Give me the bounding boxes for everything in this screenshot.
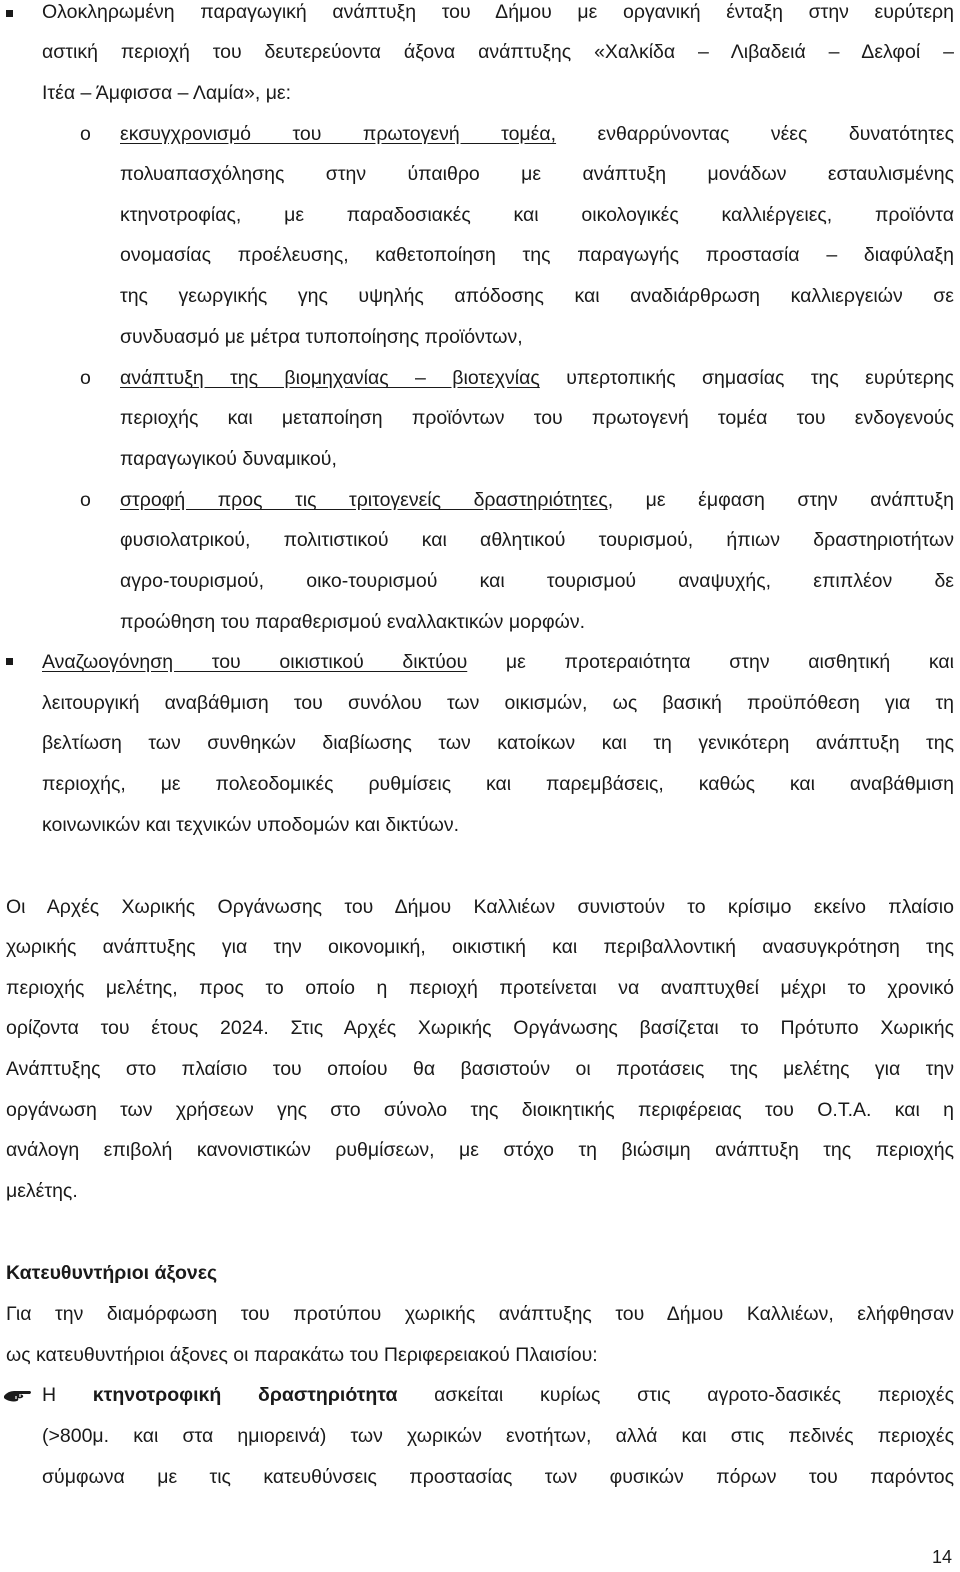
- text-line: σύμφωνα με τις κατευθύνσεις προστασίας των φυσικών πόρων του παρόντος: [42, 1466, 954, 1488]
- text-line: κοινωνικών και τεχνικών υποδομών και δικτύων.: [42, 814, 460, 836]
- text-line: (>800μ. και στα ημιορεινά) των χωρικών ενοτήτων, αλλά και στις πεδινές περιοχές: [42, 1425, 954, 1447]
- text-line: Αναζωογόνηση του οικιστικού δικτύου με προτεραιότητα στην αισθητική και: [42, 651, 954, 673]
- text-line: αστική περιοχή του δευτερεύοντα άξονα ανάπτυξης «Χαλκίδα – Λιβαδειά – Δελφοί –: [42, 41, 954, 63]
- text-line: οργάνωση των χρήσεων γης στο σύνολο της διοικητικής περιφέρειας του Ο.Τ.Α. και η: [6, 1099, 954, 1121]
- text-line: ανάπτυξη της βιομηχανίας – βιοτεχνίας υπερτοπικής σημασίας της ευρύτερης: [120, 367, 954, 389]
- text-line: προώθηση του παραθερισμού εναλλακτικών μορφών.: [120, 611, 586, 633]
- text-line: Η κτηνοτροφική δραστηριότητα ασκείται κυρίως στις αγροτο-δασικές περιοχές: [42, 1384, 954, 1406]
- square-bullet-icon: [6, 658, 13, 665]
- text-line: πολυαπασχόλησης στην ύπαιθρο με ανάπτυξη μονάδων εσταυλισμένης: [120, 163, 954, 185]
- circle-bullet-icon: o: [80, 489, 91, 511]
- text-line: φυσιολατρικού, πολιτιστικού και αθλητικού τουρισμού, ήπιων δραστηριοτήτων: [120, 529, 954, 551]
- text-line: αγρο-τουρισμού, οικο-τουρισμού και τουρισμού αναψυχής, επιπλέον δε: [120, 570, 954, 592]
- section-heading: Κατευθυντήριοι άξονες: [6, 1262, 218, 1284]
- text-line: στροφή προς τις τριτογενείς δραστηριότητες, με έμφαση στην ανάπτυξη: [120, 489, 954, 511]
- text-line: Οι Αρχές Χωρικής Οργάνωσης του Δήμου Καλλιέων συνιστούν το κρίσιμο εκείνο πλαίσιο: [6, 896, 954, 918]
- page-number: 14: [931, 1547, 952, 1567]
- text-line: συνδυασμό με μέτρα τυποποίησης προϊόντων,: [120, 326, 523, 348]
- text-line: παραγωγικού δυναμικού,: [120, 448, 337, 470]
- text-line: Για την διαμόρφωση του προτύπου χωρικής ανάπτυξης του Δήμου Καλλιέων, ελήφθησαν: [6, 1303, 954, 1325]
- text-line: εκσυγχρονισμό του πρωτογενή τομέα, ενθαρρύνοντας νέες δυνατότητες: [120, 123, 954, 145]
- text-line: ως κατευθυντήριοι άξονες οι παρακάτω του Περιφερειακού Πλαισίου:: [6, 1344, 598, 1366]
- sub-item-link[interactable]: στροφή προς τις τριτογενείς δραστηριότητες: [120, 489, 608, 511]
- circle-bullet-icon: o: [80, 123, 91, 145]
- text-line: βελτίωση των συνθηκών διαβίωσης των κατοίκων και τη γενικότερη ανάπτυξη της: [42, 732, 954, 754]
- circle-bullet-icon: o: [80, 367, 91, 389]
- text-line: ορίζοντα του έτους 2024. Στις Αρχές Χωρικής Οργάνωσης βασίζεται το Πρότυπο Χωρικής: [6, 1017, 954, 1039]
- bold-term: κτηνοτροφική δραστηριότητα: [92, 1384, 398, 1406]
- text-line: ανάλογη επιβολή κανονιστικών ρυθμίσεων, με στόχο τη βιώσιμη ανάπτυξη της περιοχής: [6, 1139, 954, 1161]
- text-line: ονομασίας προέλευσης, καθετοποίηση της παραγωγής προστασία – διαφύλαξη: [120, 244, 954, 266]
- text-line: μελέτης.: [6, 1180, 78, 1202]
- text-line: Ολοκληρωμένη παραγωγική ανάπτυξη του Δήμου με οργανική ένταξη στην ευρύτερη: [42, 1, 954, 23]
- sub-item-link[interactable]: ανάπτυξη της βιομηχανίας – βιοτεχνίας: [120, 367, 540, 389]
- text-line: Ιτέα – Άμφισσα – Λαμία», με:: [42, 82, 292, 104]
- text-line: της γεωργικής γης υψηλής απόδοσης και αναδιάρθρωση καλλιεργειών σε: [120, 285, 954, 307]
- square-bullet-icon: [6, 10, 13, 17]
- text-line: περιοχής μελέτης, προς το οποίο η περιοχή προτείνεται να αναπτυχθεί μέχρι το χρονικό: [6, 977, 954, 999]
- section-link[interactable]: Αναζωογόνηση του οικιστικού δικτύου: [42, 651, 468, 673]
- text-line: περιοχής και μεταποίηση προϊόντων του πρωτογενή τομέα του ενδογενούς: [120, 407, 954, 429]
- text-line: χωρικής ανάπτυξης για την οικονομική, οικιστική και περιβαλλοντική ανασυγκρότηση της: [6, 936, 954, 958]
- text-line: κτηνοτροφίας, με παραδοσιακές και οικολογικές καλλιέργειες, προϊόντα: [120, 204, 954, 226]
- text-line: λειτουργική αναβάθμιση του συνόλου των οικισμών, ως βασική προϋπόθεση για τη: [42, 692, 954, 714]
- pointing-hand-icon: [2, 1386, 34, 1409]
- sub-item-link[interactable]: εκσυγχρονισμό του πρωτογενή τομέα,: [120, 123, 557, 145]
- text-line: Ανάπτυξης στο πλαίσιο του οποίου θα βασιστούν οι προτάσεις της μελέτης για την: [6, 1058, 954, 1080]
- text-line: περιοχής, με πολεοδομικές ρυθμίσεις και παρεμβάσεις, καθώς και αναβάθμιση: [42, 773, 954, 795]
